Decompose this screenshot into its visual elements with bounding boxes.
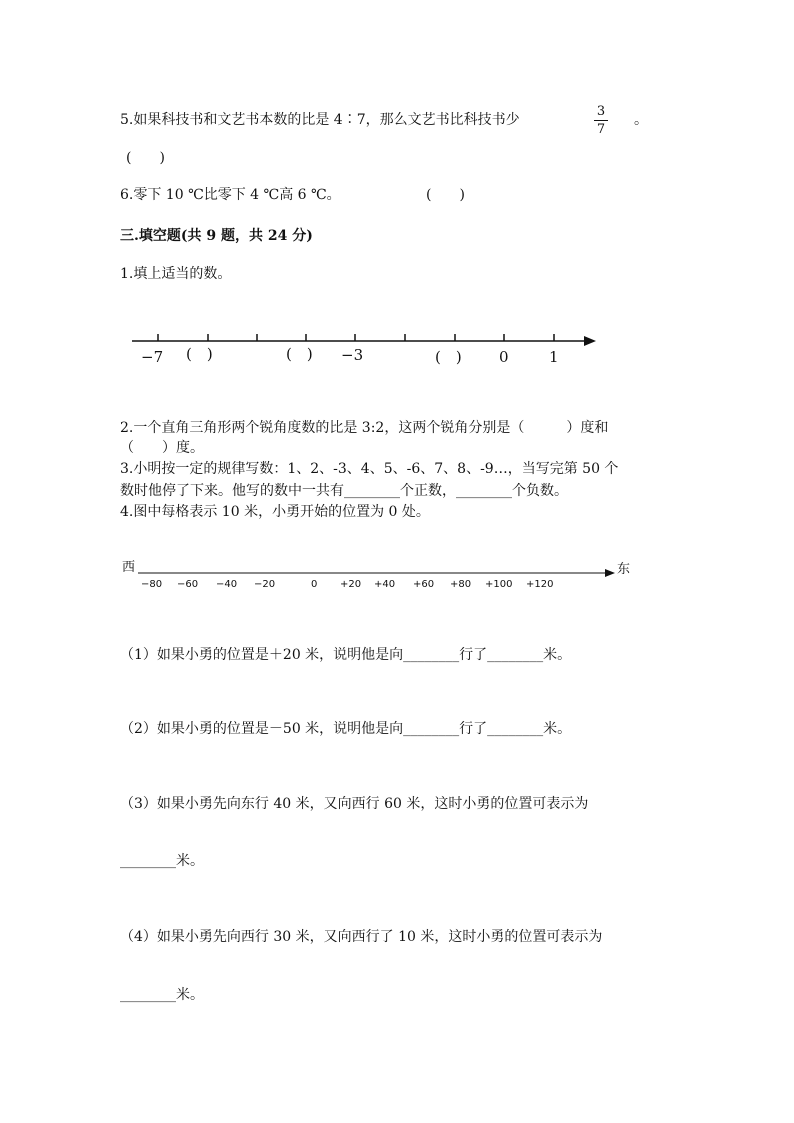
q5-period: 。 xyxy=(634,112,648,128)
f4-sub2: （2）如果小勇的位置是－50 米，说明他是向________行了________米。 xyxy=(120,721,572,737)
f4-label: 0 xyxy=(311,579,318,590)
q5-answer-paren: ( ) xyxy=(126,150,165,166)
f4-sub4-line1: （4）如果小勇先向西行 30 米，又向西行了 10 米，这时小勇的位置可表示为 xyxy=(120,929,603,945)
f4-label: −80 xyxy=(141,579,163,590)
f1-text: 1.填上适当的数。 xyxy=(120,266,232,282)
f4-label: −40 xyxy=(216,579,238,590)
f4-label: +120 xyxy=(526,579,554,590)
f4-text: 4.图中每格表示 10 米，小勇开始的位置为 0 处。 xyxy=(120,504,430,520)
f1-label-blank: ( ) xyxy=(186,345,213,363)
f4-label: −60 xyxy=(177,579,199,590)
f4-east-label: 东 xyxy=(617,562,631,577)
f4-label: +80 xyxy=(450,579,472,590)
section-title: 三.填空题(共 9 题，共 24 分) xyxy=(120,228,313,244)
f4-sub3-line2: ________米。 xyxy=(120,853,204,869)
f2-line1: 2.一个直角三角形两个锐角度数的比是 3:2，这两个锐角分别是（ ）度和 xyxy=(120,420,609,436)
q6-answer-paren: ( ) xyxy=(426,187,465,203)
f1-label-neg7: −7 xyxy=(141,348,164,366)
f4-label: +40 xyxy=(374,579,396,590)
f2-line2: （ ）度。 xyxy=(120,440,204,456)
q6-text: 6.零下 10 ℃比零下 4 ℃高 6 ℃。 xyxy=(120,187,341,203)
f4-sub1: （1）如果小勇的位置是＋20 米，说明他是向________行了________米。 xyxy=(120,647,572,663)
q5-fraction-denominator: 7 xyxy=(596,122,606,137)
f4-west-label: 西 xyxy=(122,560,136,575)
f4-arrowhead xyxy=(605,569,615,577)
f4-sub4-line2: ________米。 xyxy=(120,987,204,1003)
q5-text: 5.如果科技书和文艺书本数的比是 4∶7，那么文艺书比科技书少 xyxy=(120,112,520,128)
f3-line2: 数时他停了下来。他写的数中一共有________个正数，________个负数。 xyxy=(120,483,568,499)
f1-label-neg3: −3 xyxy=(341,346,364,364)
f3-line1: 3.小明按一定的规律写数：1、2、-3、4、5、-6、7、8、-9…，当写完第 50 个 xyxy=(120,461,619,477)
f4-label: +100 xyxy=(485,579,513,590)
f1-label-zero: 0 xyxy=(499,348,509,366)
f4-label: +20 xyxy=(340,579,362,590)
f4-sub3-line1: （3）如果小勇先向东行 40 米，又向西行 60 米，这时小勇的位置可表示为 xyxy=(120,796,589,812)
f1-label-blank: ( ) xyxy=(435,348,462,366)
q5-fraction-numerator: 3 xyxy=(596,104,606,119)
f4-label: +60 xyxy=(413,579,435,590)
f1-label-one: 1 xyxy=(549,348,559,366)
f1-label-blank: ( ) xyxy=(286,345,313,363)
f4-label: −20 xyxy=(254,579,276,590)
